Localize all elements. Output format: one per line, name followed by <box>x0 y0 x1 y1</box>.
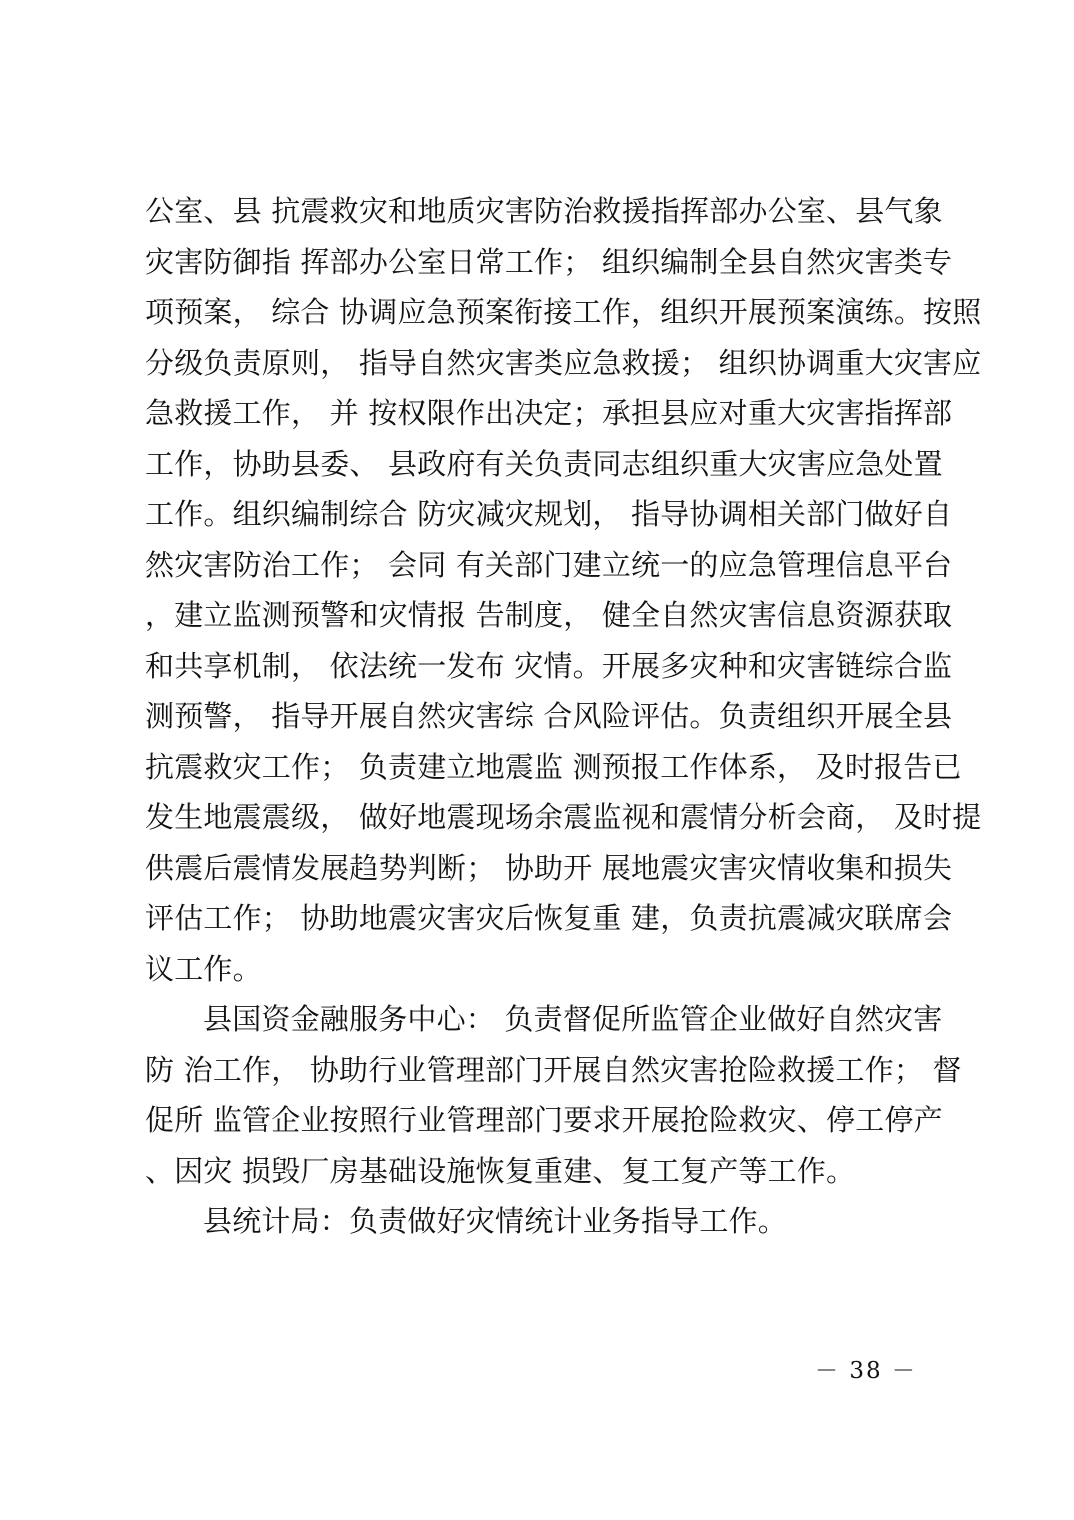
text-line: 公室、县 抗震救灾和地质灾害防治救援指挥部办公室、县气象 <box>145 194 943 228</box>
text-line: 然灾害防治工作； 会同 有关部门建立统一的应急管理信息平台 <box>145 547 953 582</box>
text-line: 急救援工作， 并 按权限作出决定；承担县应对重大灾害指挥部 <box>145 396 953 430</box>
text-line: 分级负责原则， 指导自然灾害类应急救援； 组织协调重大灾害应 <box>145 345 982 380</box>
text-line: 供震后震情发展趋势判断； 协助开 展地震灾害灾情收集和损失 <box>145 850 953 885</box>
body-text <box>145 186 982 1247</box>
text-line: 发生地震震级， 做好地震现场余震监视和震情分析会商， 及时提 <box>145 800 982 834</box>
text-line: 测预警， 指导开展自然灾害综 合风险评估。负责组织开展全县 <box>145 699 953 733</box>
text-line: 评估工作； 协助地震灾害灾后恢复重 建，负责抗震减灾联席会 <box>145 901 953 935</box>
text-line: 县统计局：负责做好灾情统计业务指导工作。 <box>203 1204 788 1238</box>
text-line: 和共享机制， 依法统一发布 灾情。开展多灾种和灾害链综合监 <box>145 648 953 683</box>
text-line: 工作。组织编制综合 防灾减灾规划， 指导协调相关部门做好自 <box>145 497 953 531</box>
text-line: 议工作。 <box>145 951 262 986</box>
text-line: 工作，协助县委、 县政府有关负责同志组织重大灾害应急处置 <box>145 446 943 481</box>
text-line: 项预案， 综合 协调应急预案衔接工作，组织开展预案演练。按照 <box>145 295 982 329</box>
text-line: 县国资金融服务中心： 负责督促所监管企业做好自然灾害 <box>203 1002 943 1036</box>
text-line: 灾害防御指 挥部办公室日常工作； 组织编制全县自然灾害类专 <box>145 244 953 279</box>
text-line: 促所 监管企业按照行业管理部门要求开展抢险救灾、停工停产 <box>145 1103 943 1137</box>
text-line: ，建立监测预警和灾情报 告制度， 健全自然灾害信息资源获取 <box>145 598 953 632</box>
text-line: 、因灾 损毁厂房基础设施恢复重建、复工复产等工作。 <box>145 1153 856 1188</box>
text-line: 抗震救灾工作； 负责建立地震监 测预报工作体系， 及时报告已 <box>145 749 962 784</box>
page-number: － 38 － <box>815 1358 917 1384</box>
text-line: 防 治工作， 协助行业管理部门开展自然灾害抢险救援工作； 督 <box>145 1052 962 1087</box>
